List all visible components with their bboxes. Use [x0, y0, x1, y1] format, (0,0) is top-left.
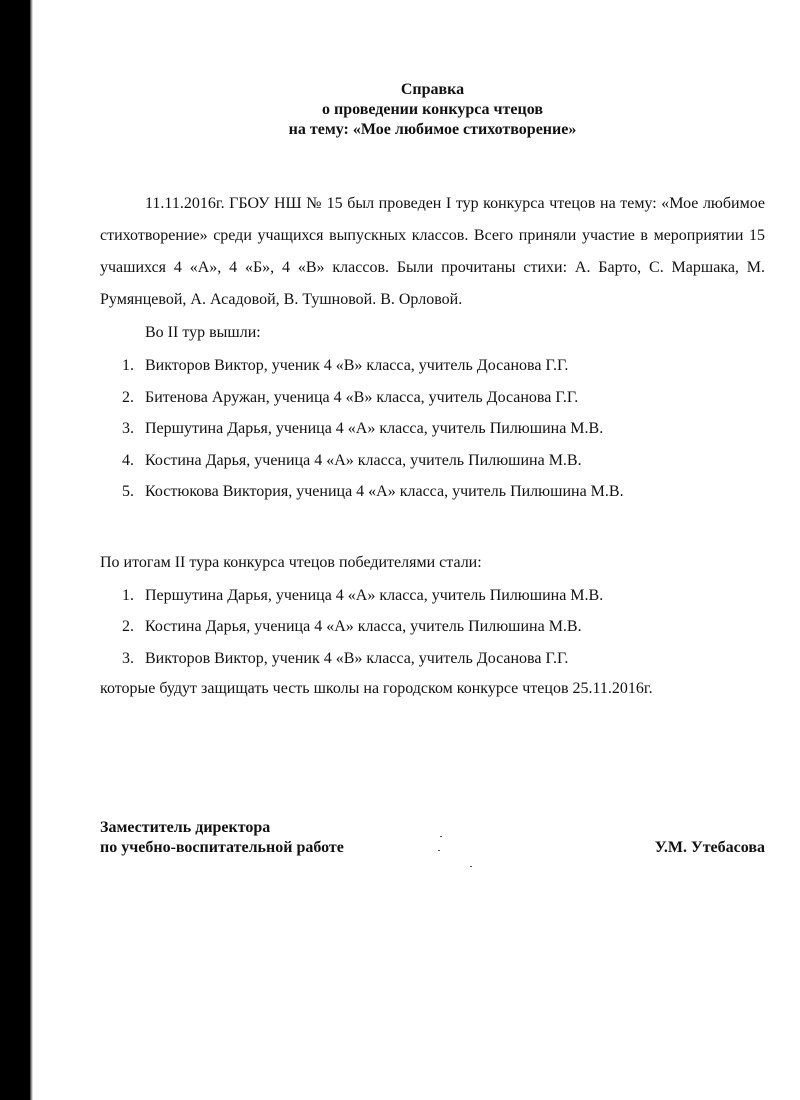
scan-speck: [440, 836, 442, 837]
list-item-number: 1.: [122, 586, 134, 604]
round2-list: [100, 350, 765, 508]
list-item: [100, 350, 765, 382]
list-item-number: 5.: [122, 483, 134, 500]
winners-heading: По итогам II тура конкурса чтецов победителями стали:: [100, 553, 482, 571]
document-title: [100, 80, 765, 140]
list-item-text: Першутина Дарья, ученица 4 «А» класса, учитель Пилюшина М.В.: [145, 420, 604, 437]
list-item: [100, 580, 765, 612]
scan-speck: [470, 866, 472, 867]
scan-border: [0, 0, 30, 1100]
list-item-text: Першутина Дарья, ученица 4 «А» класса, учитель Пилюшина М.В.: [145, 586, 604, 604]
list-item: [100, 413, 765, 445]
scan-border-fade: [30, 0, 33, 1100]
list-item-text: Костюкова Виктория, ученица 4 «А» класса, учитель Пилюшина М.В.: [145, 483, 624, 500]
signature-block: [100, 818, 765, 858]
intro-paragraph: 11.11.2016г. ГБОУ НШ № 15 был проведен I тур конкурса чтецов на тему: «Мое любимое стихотворение» среди учащихся выпускных классов. Всего приняли участие в мероприятии 15 учашихся 4 «А», 4 «Б», 4 «В» классов. Были прочитаны стихи: А. Барто, С. Маршака, М. Румянцевой, А. Асадовой, В. Тушновой. В. Орловой.: [100, 195, 765, 308]
signature-position-line-1: Заместитель директора: [100, 819, 271, 836]
list-item-number: 4.: [122, 451, 134, 469]
list-item-text: Костина Дарья, ученица 4 «А» класса, учитель Пилюшина М.В.: [145, 618, 582, 635]
list-item-number: 3.: [122, 649, 134, 667]
list-item: [100, 611, 765, 643]
list-item-text: Битенова Аружан, ученица 4 «В» класса, учитель Досанова Г.Г.: [145, 388, 579, 406]
signature-name: У.М. Утебасова: [654, 839, 765, 856]
list-item-number: 1.: [122, 357, 134, 374]
list-item: [100, 445, 765, 477]
list-item-number: 3.: [122, 420, 134, 437]
list-item-text: Викторов Виктор, ученик 4 «В» класса, учитель Досанова Г.Г.: [145, 357, 569, 374]
list-item-number: 2.: [122, 388, 134, 406]
document-page: [100, 80, 765, 704]
title-line-3: на тему: «Мое любимое стихотворение»: [288, 121, 577, 138]
title-line-2: о проведении конкурса чтецов: [322, 101, 543, 118]
round2-heading: Во II тур вышли:: [145, 324, 261, 341]
list-item: [100, 382, 765, 414]
scan-speck: [438, 850, 440, 851]
title-line-1: Справка: [400, 81, 465, 98]
signature-position-line-2: по учебно-воспитательной работе: [100, 839, 344, 856]
winners-list: [100, 580, 765, 675]
list-item: [100, 643, 765, 675]
list-item-text: Викторов Виктор, ученик 4 «В» класса, учитель Досанова Г.Г.: [145, 649, 569, 667]
closing-sentence: которые будут защищать честь школы на городском конкурсе чтецов 25.11.2016г.: [100, 680, 653, 697]
list-item-text: Костина Дарья, ученица 4 «А» класса, учитель Пилюшина М.В.: [145, 451, 582, 469]
list-item: [100, 476, 765, 508]
list-item-number: 2.: [122, 618, 134, 635]
